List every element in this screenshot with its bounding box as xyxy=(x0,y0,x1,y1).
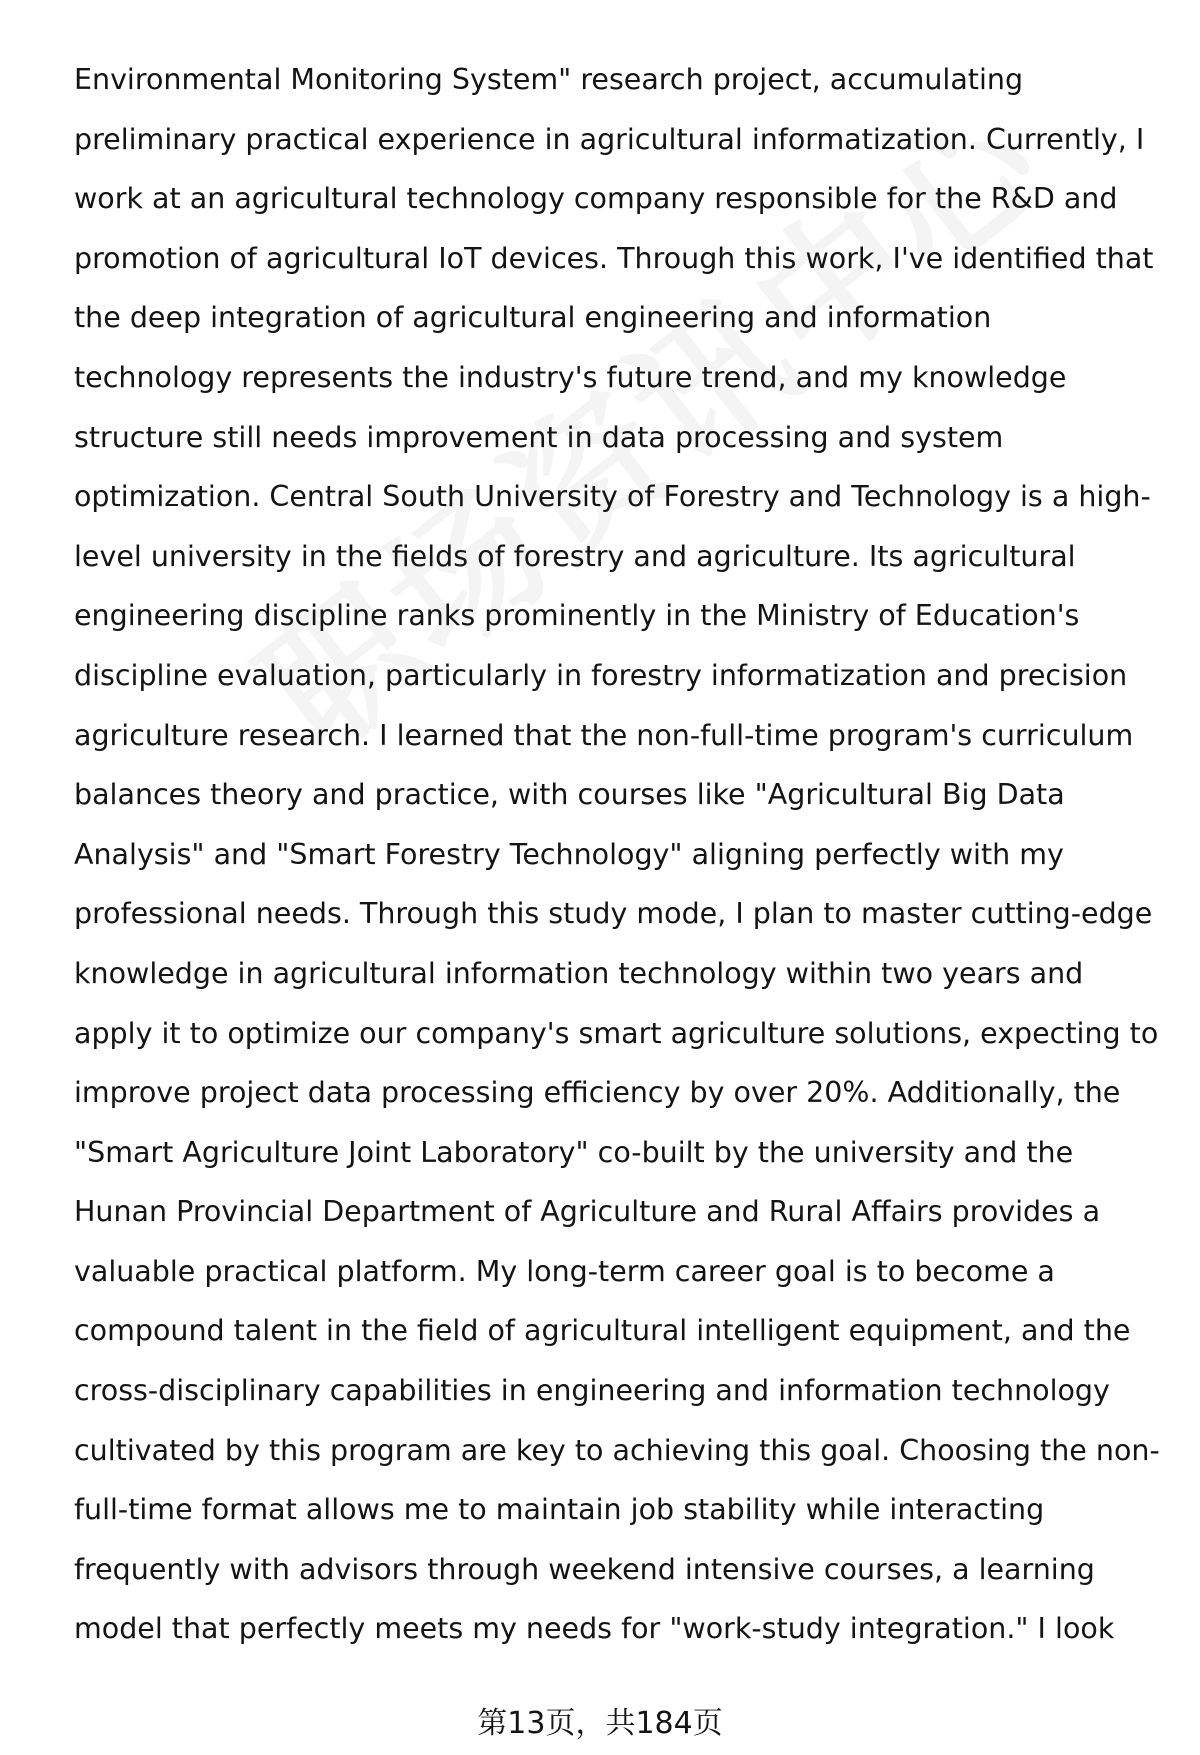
text-line: balances theory and practice, with courses like "Agricultural Big Data xyxy=(74,778,1065,812)
text-line: Environmental Monitoring System" research project, accumulating xyxy=(74,63,1024,96)
text-line: full-time format allows me to maintain job stability while interacting xyxy=(74,1493,1045,1527)
text-line: preliminary practical experience in agricultural informatization. Currently, I xyxy=(74,122,1145,156)
text-line: valuable practical platform. My long-term career goal is to become a xyxy=(74,1254,1055,1288)
text-line: technology represents the industry's future trend, and my knowledge xyxy=(74,360,1067,394)
text-line: structure still needs improvement in data processing and system xyxy=(74,420,1004,454)
page-number-footer: 第13页，共184页 xyxy=(477,1706,723,1741)
text-line: apply it to optimize our company's smart agriculture solutions, expecting to xyxy=(74,1016,1159,1050)
body-text xyxy=(74,50,1164,1659)
text-line: cultivated by this program are key to achieving this goal. Choosing the non- xyxy=(74,1433,1160,1467)
text-line: agriculture research. I learned that the non-full-time program's curriculum xyxy=(74,718,1134,752)
text-line: discipline evaluation, particularly in forestry informatization and precision xyxy=(74,658,1128,692)
text-line: level university in the fields of forestry and agriculture. Its agricultural xyxy=(74,539,1076,573)
text-line: frequently with advisors through weekend intensive courses, a learning xyxy=(74,1552,1095,1586)
text-line: promotion of agricultural IoT devices. Through this work, I've identified that xyxy=(74,241,1154,275)
text-line: Analysis" and "Smart Forestry Technology" aligning perfectly with my xyxy=(74,837,1064,871)
text-line: the deep integration of agricultural engineering and information xyxy=(74,301,992,335)
text-line: knowledge in agricultural information technology within two years and xyxy=(74,956,1084,990)
text-line: optimization. Central South University of Forestry and Technology is a high- xyxy=(74,480,1151,514)
text-line: "Smart Agriculture Joint Laboratory" co-built by the university and the xyxy=(74,1135,1074,1169)
text-line: compound talent in the field of agricultural intelligent equipment, and the xyxy=(74,1314,1131,1348)
text-line: professional needs. Through this study mode, I plan to master cutting-edge xyxy=(74,897,1153,931)
text-line: work at an agricultural technology company responsible for the R&D and xyxy=(74,182,1118,216)
text-line: engineering discipline ranks prominently in the Ministry of Education's xyxy=(74,599,1080,633)
text-line: Hunan Provincial Department of Agriculture and Rural Affairs provides a xyxy=(74,1195,1101,1229)
text-line: model that perfectly meets my needs for "work-study integration." I look xyxy=(74,1612,1115,1646)
text-line: cross-disciplinary capabilities in engineering and information technology xyxy=(74,1374,1110,1408)
text-line: improve project data processing efficiency by over 20%. Additionally, the xyxy=(74,1076,1121,1110)
